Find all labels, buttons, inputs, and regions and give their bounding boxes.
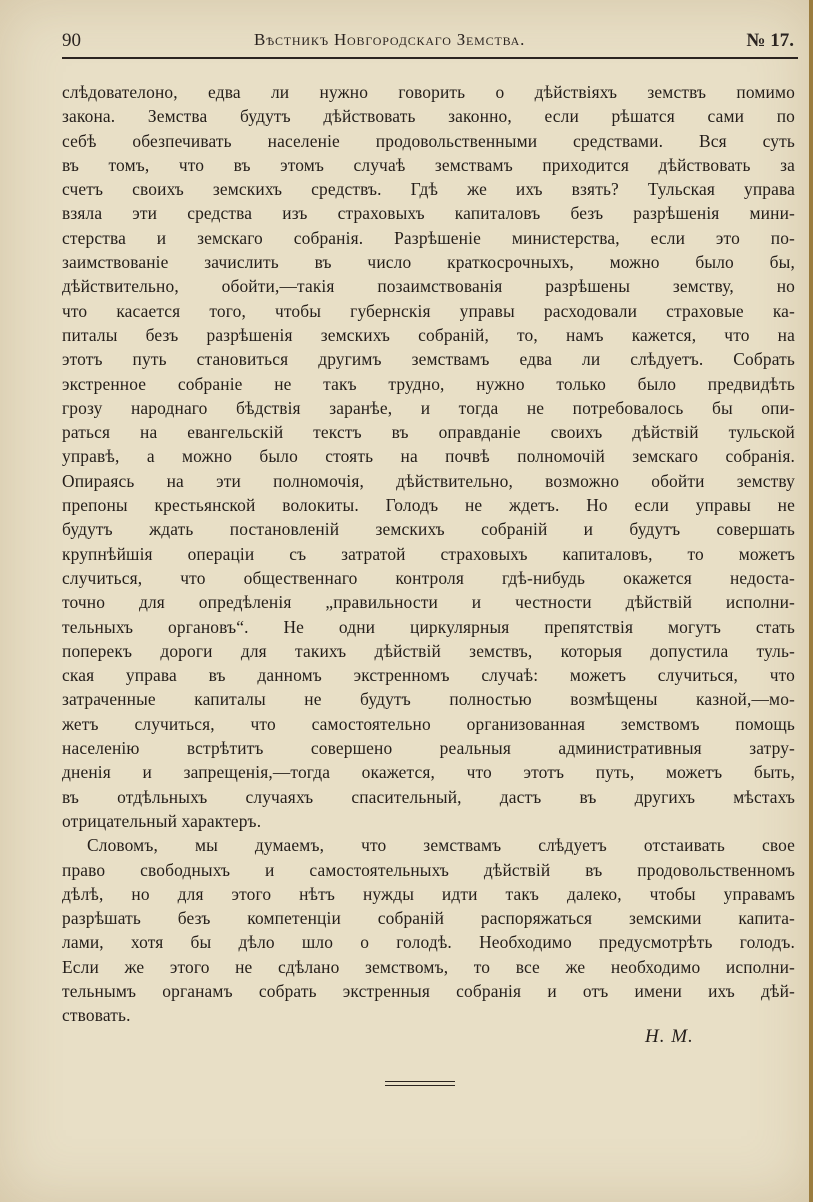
text-line: экстренное собраніе не такъ трудно, нужно только было предвидѣть xyxy=(62,373,795,394)
text-line: стерства и земскаго собранія. Разрѣшеніе министерства, если это по- xyxy=(62,227,795,248)
article-body xyxy=(62,80,795,1028)
paragraph-2 xyxy=(62,833,795,1027)
text-line: будутъ ждать постановленій земскихъ собраній и будутъ совершать xyxy=(62,519,795,540)
text-line: лами, хотя бы дѣло шло о голодѣ. Необходимо предусмотрѣть голодъ. xyxy=(62,932,795,953)
paragraph-1 xyxy=(62,80,795,833)
text-line: населенію встрѣтитъ совершено реальныя административныя затру- xyxy=(62,738,795,759)
text-line: въ томъ, что въ этомъ случаѣ земствамъ приходится дѣйствовать за xyxy=(62,154,795,175)
text-line: точно для опредѣленія „правильности и честности дѣйствій исполни- xyxy=(62,592,795,613)
text-line: тельныхъ органовъ“. Не одни циркулярныя препятствія могутъ стать xyxy=(62,616,795,637)
text-line: случиться, что общественнаго контроля гдѣ-нибудь окажется недоста- xyxy=(62,567,795,588)
text-line: этотъ путь становиться другимъ земствамъ едва ли слѣдуетъ. Собрать xyxy=(62,349,795,370)
text-line: что касается того, чтобы губернскія управы расходовали страховые ка- xyxy=(62,300,795,321)
page-number: 90 xyxy=(62,30,81,51)
text-line: управѣ, а можно было стоять на почвѣ полномочій земскаго собранія. xyxy=(62,446,795,467)
issue-number: № 17. xyxy=(746,30,794,51)
text-line: Если же этого не сдѣлано земствомъ, то все же необходимо исполни- xyxy=(62,956,795,977)
text-line: заимствованіе зачислить въ число краткосрочныхъ, можно было бы, xyxy=(62,252,795,273)
text-line: грозу народнаго бѣдствія заранѣе, и тогда не потребовалось бы опи- xyxy=(62,397,795,418)
text-line: закона. Земства будутъ дѣйствовать законно, если рѣшатся сами по xyxy=(62,106,795,127)
text-line: дненія и запрещенія,—тогда окажется, что этотъ путь, можетъ быть, xyxy=(62,762,795,783)
text-line: питалы безъ разрѣшенія земскихъ собраній, то, намъ кажется, что на xyxy=(62,324,795,345)
header-rule xyxy=(62,57,798,59)
text-line: тельнымъ органамъ собрать экстренныя собранія и отъ имени ихъ дѣй- xyxy=(62,980,795,1001)
text-line: въ отдѣльныхъ случаяхъ спасительный, дастъ въ другихъ мѣстахъ xyxy=(62,786,795,807)
text-line: крупнѣйшія операціи съ затратой страховыхъ капиталовъ, то можетъ xyxy=(62,543,795,564)
text-line: дѣйствительно, обойти,—такія позаимствованія разрѣшены земству, но xyxy=(62,276,795,297)
text-line: раться на евангельскій текстъ въ оправданіе своихъ дѣйствій тульской xyxy=(62,422,795,443)
text-line: Словомъ, мы думаемъ, что земствамъ слѣдуетъ отстаивать свое xyxy=(87,835,795,856)
text-line: ская управа въ данномъ экстренномъ случаѣ: можетъ случиться, что xyxy=(62,665,795,686)
text-line: счетъ своихъ земскихъ средствъ. Гдѣ же ихъ взять? Тульская управа xyxy=(62,179,795,200)
text-line: слѣдователоно, едва ли нужно говорить о дѣйствіяхъ земствъ помимо xyxy=(62,82,795,102)
text-line: затраченные капиталы не будутъ полностью возмѣщены казной,—мо- xyxy=(62,689,795,710)
text-line: поперекъ дороги для такихъ дѣйствій земствъ, которыя допустила туль- xyxy=(62,640,795,661)
text-line: дѣлѣ, но для этого нѣтъ нужды идти такъ далеко, чтобы управамъ xyxy=(62,883,795,904)
text-line: право свободныхъ и самостоятельныхъ дѣйствій въ продовольственномъ xyxy=(62,859,795,880)
text-line: себѣ обезпечивать населеніе продовольственными средствами. Вся суть xyxy=(62,130,795,151)
page-edge xyxy=(809,0,813,1202)
text-line: отрицательный характеръ. xyxy=(62,810,262,831)
text-line: жетъ случиться, что самостоятельно организованная земствомъ помощь xyxy=(62,713,795,734)
end-rule xyxy=(385,1081,455,1086)
journal-title: Вѣстникъ Новгородскаго Земства. xyxy=(254,30,526,49)
text-line: препоны крестьянской волокиты. Голодъ не ждетъ. Но если управы не xyxy=(62,495,795,516)
text-line: разрѣшать безъ компетенціи собраній распоряжаться земскими капита- xyxy=(62,908,795,929)
text-line: взяла эти средства изъ страховыхъ капиталовъ безъ разрѣшенія мини- xyxy=(62,203,795,224)
running-header xyxy=(62,30,798,54)
text-line: ствовать. xyxy=(62,1005,131,1026)
text-line: Опираясь на эти полномочія, дѣйствительно, возможно обойти земству xyxy=(62,470,795,491)
author-signature: Н. М. xyxy=(645,1026,694,1047)
